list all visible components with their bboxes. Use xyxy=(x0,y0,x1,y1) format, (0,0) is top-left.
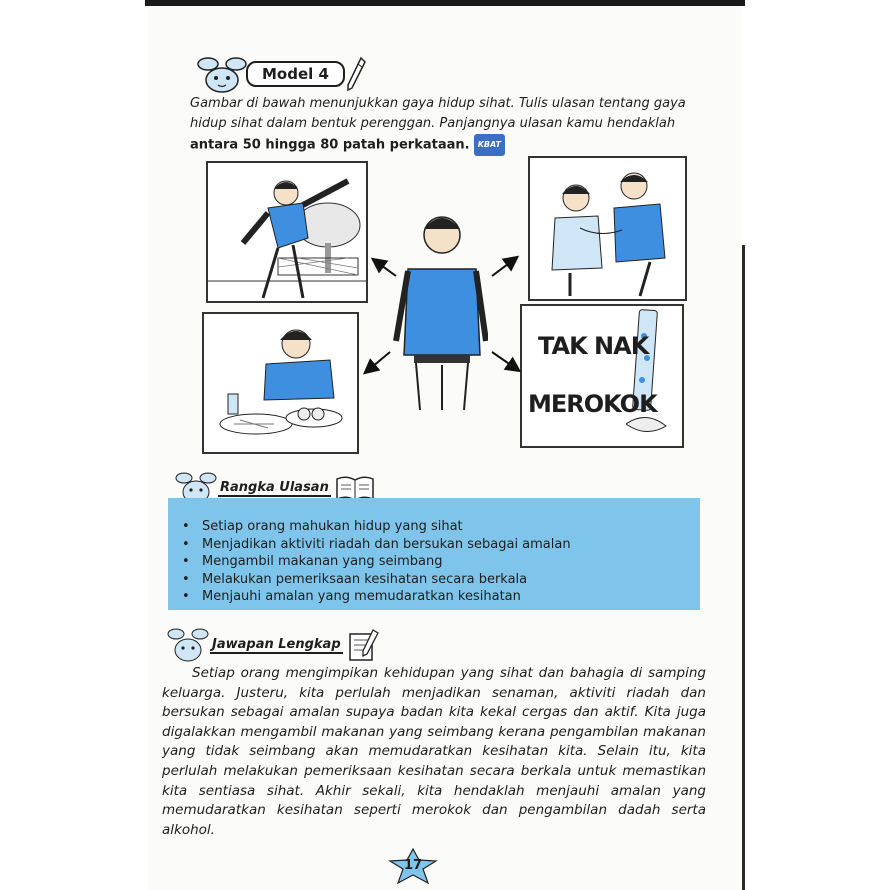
bunny-mascot-icon xyxy=(194,54,252,94)
bunny-mascot-icon xyxy=(166,626,210,664)
poster-line-2: MEROKOK xyxy=(528,390,657,418)
arrows xyxy=(360,250,530,390)
list-item: • Melakukan pemeriksaan kesihatan secara berkala xyxy=(202,571,700,589)
jawapan-title: Jawapan Lengkap xyxy=(212,636,341,652)
intro-text: Gambar di bawah menunjukkan gaya hidup sihat. Tulis ulasan tentang gaya hidup sihat dalam bentuk perenggan. Panjangnya ulasan kamu hendaklah xyxy=(190,96,686,131)
pencil-icon xyxy=(345,56,367,92)
intro-word-limit: antara 50 hingga 80 patah perkataan. xyxy=(190,137,470,153)
panel-no-smoking xyxy=(520,304,684,448)
list-item: • Setiap orang mahukan hidup yang sihat xyxy=(202,518,700,536)
page-number-badge xyxy=(388,848,438,884)
eating-illustration xyxy=(204,314,357,452)
rangka-title: Rangka Ulasan xyxy=(220,479,329,495)
rangka-box xyxy=(168,498,700,610)
checkup-illustration xyxy=(530,158,685,299)
poster-line-1: TAK NAK xyxy=(538,332,649,360)
exercise-illustration xyxy=(208,163,366,301)
list-item: • Mengambil makanan yang seimbang xyxy=(202,553,700,571)
list-item: • Menjauhi amalan yang memudaratkan kesihatan xyxy=(202,588,700,606)
model-heading xyxy=(194,54,367,94)
rangka-list xyxy=(168,498,700,606)
panel-checkup xyxy=(528,156,687,301)
panel-eating xyxy=(202,312,359,454)
notebook-pencil-icon xyxy=(347,628,381,662)
kbat-badge: KBAT xyxy=(474,134,505,156)
jawapan-heading xyxy=(166,626,381,664)
intro-instructions xyxy=(190,94,712,156)
list-item: • Menjadikan aktiviti riadah dan bersukan sebagai amalan xyxy=(202,536,700,554)
model-title: Model 4 xyxy=(246,61,345,87)
page-edge xyxy=(742,245,745,890)
answer-paragraph: Setiap orang mengimpikan kehidupan yang sihat dan bahagia di samping keluarga. Justeru, kita perlulah menjadikan senaman, aktiviti riadah dan bersukan sebagai amalan supaya badan kita kekal cergas dan aktif. Kita juga digalakkan mengambil makanan yang seimbang kerana pengambilan makanan yang tidak seimbang akan memudaratkan kesihatan kita. Selain itu, kita perlulah melakukan pemeriksaan kesihatan secara berkala untuk memastikan kita sentiasa sihat. Akhir sekali, kita hendaklah menjauhi amalan yang memudaratkan kesihatan seperti merokok dan pengambilan dadah serta alkohol. xyxy=(162,665,706,838)
cigarette-illustration xyxy=(522,306,682,446)
panel-exercise xyxy=(206,161,368,303)
page-number: 17 xyxy=(403,858,423,873)
